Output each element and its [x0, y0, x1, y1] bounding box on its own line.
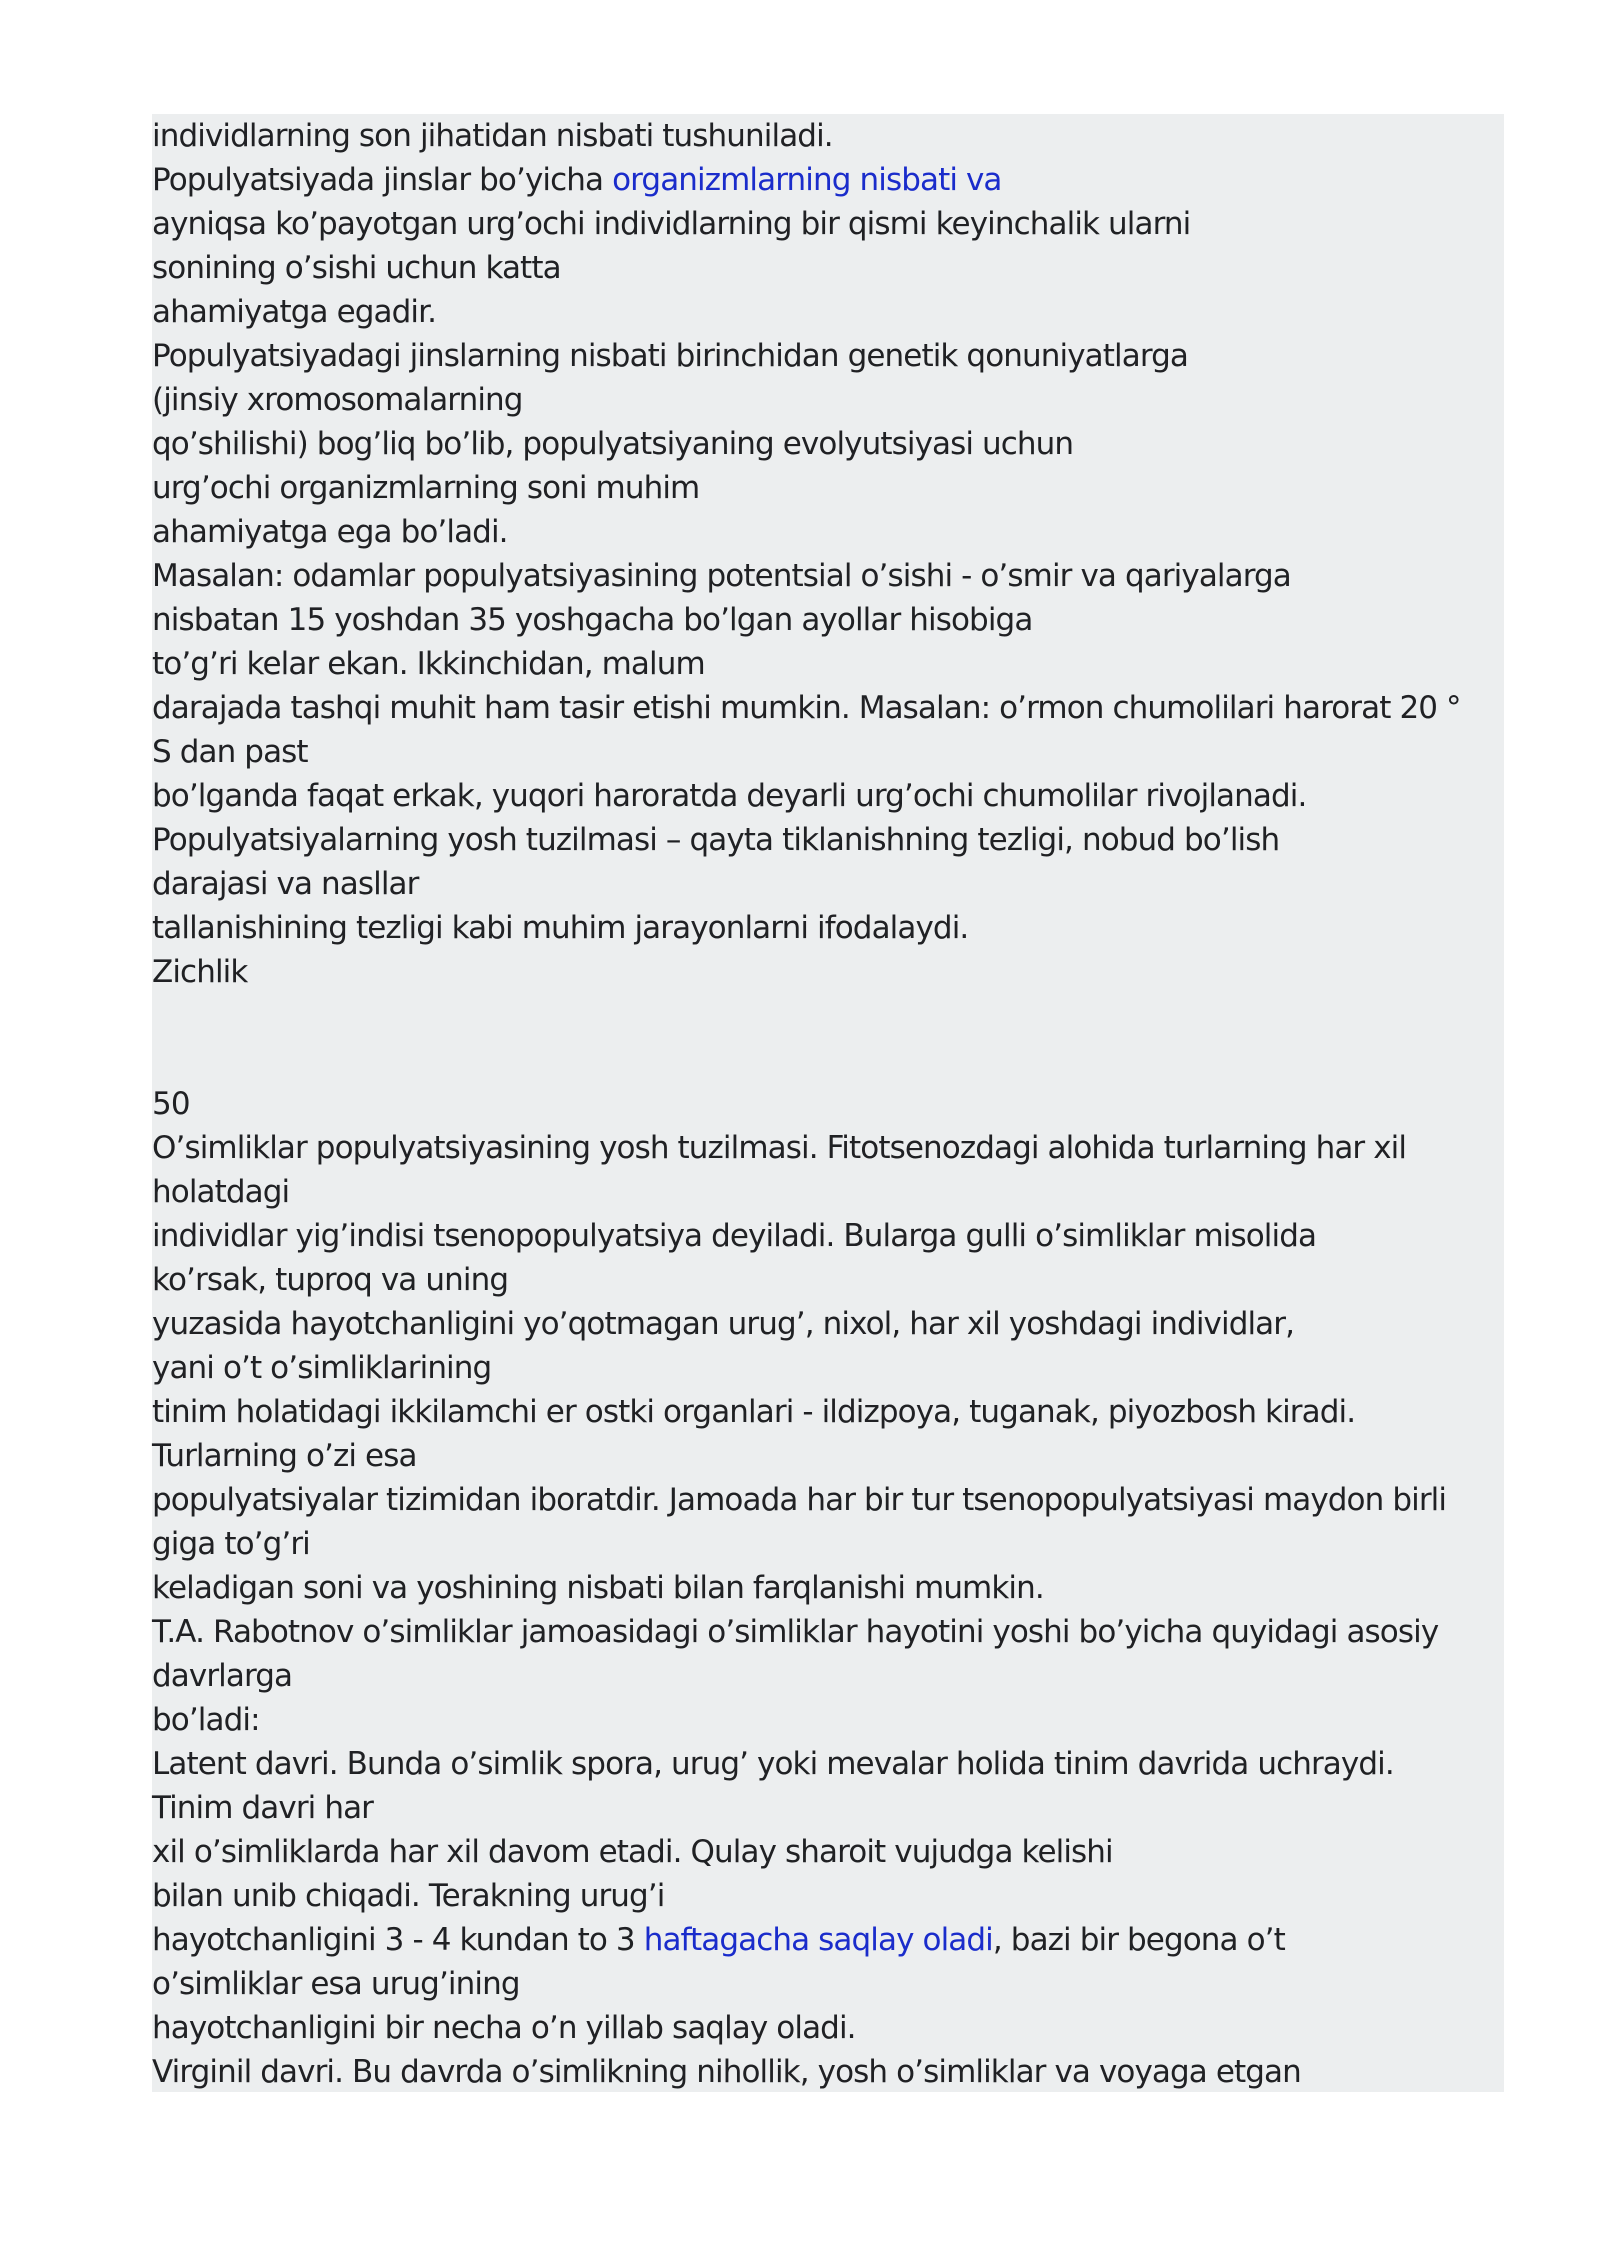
text-line [152, 510, 508, 554]
text-segment: tinim holatidagi ikkilamchi er ostki organlari - ildizpoya, tuganak, piyozbosh kiradi. [152, 1394, 1356, 1430]
text-line [152, 1610, 1438, 1654]
text-segment: T.A. Rabotnov o’simliklar jamoasidagi o’simliklar hayotini yoshi bo’yicha quyidagi asosiy [152, 1614, 1439, 1650]
text-block [152, 114, 1504, 2092]
text-segment: Populyatsiyadagi jinslarning nisbati birinchidan genetik qonuniyatlarga [152, 338, 1188, 374]
text-line [152, 1082, 190, 1126]
text-line [152, 290, 436, 334]
text-segment: individlar yig’indisi tsenopopulyatsiya deyiladi. Bularga gulli o’simliklar misolida [152, 1218, 1317, 1254]
text-line [152, 1742, 1394, 1786]
hyperlink[interactable]: haftagacha saqlay oladi [643, 1922, 993, 1958]
text-segment: yani o’t o’simliklarining [152, 1350, 492, 1386]
text-segment: individlarning son jihatidan nisbati tushuniladi. [152, 118, 833, 154]
hyperlink[interactable]: organizmlarning nisbati va [612, 162, 1002, 198]
text-segment: ayniqsa ko’payotgan urg’ochi individlarning bir qismi keyinchalik ularni [152, 206, 1191, 242]
text-line [152, 1830, 1113, 1874]
text-line [152, 1302, 1294, 1346]
text-segment: ahamiyatga egadir. [152, 294, 437, 330]
text-line [152, 1654, 292, 1698]
text-segment: nisbatan 15 yoshdan 35 yoshgacha bo’lgan ayollar hisobiga [152, 602, 1033, 638]
text-segment: hayotchanligini 3 - 4 kundan to 3 [152, 1922, 644, 1958]
text-line [152, 422, 1073, 466]
text-line [152, 906, 968, 950]
text-segment: darajasi va nasllar [152, 866, 419, 902]
text-segment: sonining o’sishi uchun katta [152, 250, 561, 286]
text-segment: darajada tashqi muhit ham tasir etishi mumkin. Masalan: o’rmon chumolilari harorat 20 ° [152, 690, 1461, 726]
text-segment: Masalan: odamlar populyatsiyasining potentsial o’sishi - o’smir va qariyalarga [152, 558, 1291, 594]
text-line [152, 1522, 310, 1566]
text-line [152, 686, 1461, 730]
text-line [152, 378, 523, 422]
text-line [152, 730, 308, 774]
text-line [152, 818, 1279, 862]
text-segment: qo’shilishi) bog’liq bo’lib, populyatsiyaning evolyutsiyasi uchun [152, 426, 1074, 462]
text-segment: ahamiyatga ega bo’ladi. [152, 514, 508, 550]
text-segment: bilan unib chiqadi. Terakning urug’i [152, 1878, 665, 1914]
text-segment: hayotchanligini bir necha o’n yillab saqlay oladi. [152, 2010, 856, 2046]
text-line [152, 774, 1306, 818]
text-line [152, 1962, 520, 2006]
text-segment: giga to’g’ri [152, 1526, 310, 1562]
text-segment: Populyatsiyada jinslar bo’yicha [152, 162, 613, 198]
text-line [152, 1918, 1285, 1962]
text-segment: bo’lganda faqat erkak, yuqori haroratda deyarli urg’ochi chumolilar rivojlanadi. [152, 778, 1307, 814]
text-segment: (jinsiy xromosomalarning [152, 382, 523, 418]
text-line [152, 1478, 1446, 1522]
text-line [152, 158, 1002, 202]
text-segment: 50 [152, 1086, 190, 1122]
text-line [152, 1874, 664, 1918]
text-segment: Latent davri. Bunda o’simlik spora, urug’ yoki mevalar holida tinim davrida uchraydi. [152, 1746, 1394, 1782]
text-line [152, 1170, 289, 1214]
text-line [152, 554, 1291, 598]
text-segment: o’simliklar esa urug’ining [152, 1966, 520, 2002]
text-segment: ko’rsak, tuproq va uning [152, 1262, 509, 1298]
text-segment: Zichlik [152, 954, 248, 990]
text-segment: populyatsiyalar tizimidan iboratdir. Jamoada har bir tur tsenopopulyatsiyasi maydon birli [152, 1482, 1447, 1518]
text-segment: davrlarga [152, 1658, 293, 1694]
text-line [152, 114, 833, 158]
text-line [152, 862, 419, 906]
text-line [152, 1258, 508, 1302]
text-segment: tallanishining tezligi kabi muhim jarayonlarni ifodalaydi. [152, 910, 969, 946]
text-line [152, 1126, 1406, 1170]
text-segment: yuzasida hayotchanligini yo’qotmagan urug’, nixol, har xil yoshdagi individlar, [152, 1306, 1295, 1342]
text-line [152, 1346, 491, 1390]
text-segment: , bazi bir begona o’t [992, 1922, 1285, 1958]
text-line [152, 1786, 373, 1830]
text-segment: urg’ochi organizmlarning soni muhim [152, 470, 700, 506]
text-line [152, 642, 705, 686]
text-segment: holatdagi [152, 1174, 290, 1210]
text-segment: xil o’simliklarda har xil davom etadi. Qulay sharoit vujudga kelishi [152, 1834, 1113, 1870]
text-segment: Populyatsiyalarning yosh tuzilmasi – qayta tiklanishning tezligi, nobud bo’lish [152, 822, 1280, 858]
text-line [152, 598, 1032, 642]
text-segment: Turlarning o’zi esa [152, 1438, 417, 1474]
text-line [152, 466, 699, 510]
text-line [152, 334, 1188, 378]
text-segment: O’simliklar populyatsiyasining yosh tuzilmasi. Fitotsenozdagi alohida turlarning har xil [152, 1130, 1407, 1166]
text-segment: S dan past [152, 734, 308, 770]
text-line [152, 246, 561, 290]
text-line [152, 2006, 856, 2050]
text-line [152, 1434, 417, 1478]
text-line [152, 1390, 1355, 1434]
text-line [152, 1214, 1316, 1258]
text-segment: to’g’ri kelar ekan. Ikkinchidan, malum [152, 646, 705, 682]
text-segment: bo’ladi: [152, 1702, 260, 1738]
text-segment: keladigan soni va yoshining nisbati bilan farqlanishi mumkin. [152, 1570, 1044, 1606]
text-line [152, 1698, 260, 1742]
text-segment: Virginil davri. Bu davrda o’simlikning nihollik, yosh o’simliklar va voyaga etgan [152, 2054, 1301, 2090]
text-line [152, 202, 1190, 246]
text-line [152, 2050, 1301, 2094]
text-line [152, 1566, 1044, 1610]
text-line [152, 950, 247, 994]
text-segment: Tinim davri har [152, 1790, 374, 1826]
